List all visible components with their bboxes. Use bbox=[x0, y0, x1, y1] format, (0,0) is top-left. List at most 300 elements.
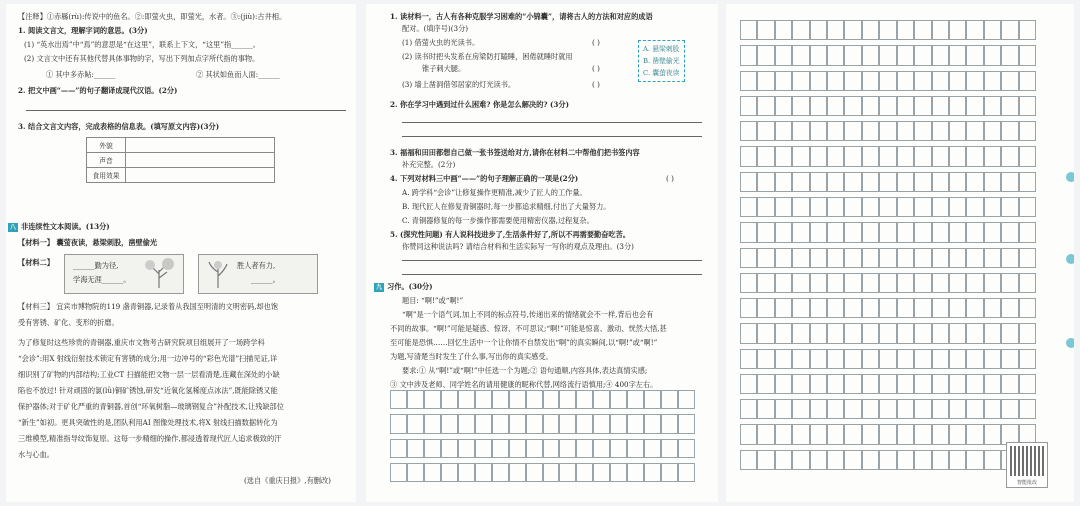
grid-cell[interactable] bbox=[827, 197, 844, 217]
grid-cell[interactable] bbox=[407, 463, 424, 482]
grid-cell[interactable] bbox=[792, 323, 809, 343]
grid-cell[interactable] bbox=[810, 172, 827, 192]
grid-cell[interactable] bbox=[543, 463, 560, 482]
grid-cell[interactable] bbox=[1019, 222, 1036, 242]
grid-cell[interactable] bbox=[740, 172, 757, 192]
grid-cell[interactable] bbox=[792, 349, 809, 369]
grid-cell[interactable] bbox=[897, 349, 914, 369]
grid-cell[interactable] bbox=[932, 71, 949, 91]
grid-cell[interactable] bbox=[949, 121, 966, 141]
grid-cell[interactable] bbox=[526, 414, 543, 433]
grid-cell[interactable] bbox=[1001, 96, 1018, 116]
grid-cell[interactable] bbox=[458, 463, 475, 482]
grid-cell[interactable] bbox=[932, 374, 949, 394]
grid-cell[interactable] bbox=[897, 172, 914, 192]
grid-cell[interactable] bbox=[740, 222, 757, 242]
grid-cell[interactable] bbox=[897, 450, 914, 470]
grid-cell[interactable] bbox=[1019, 323, 1036, 343]
grid-cell[interactable] bbox=[610, 414, 627, 433]
grid-cell[interactable] bbox=[827, 172, 844, 192]
grid-cell[interactable] bbox=[932, 273, 949, 293]
grid-cell[interactable] bbox=[792, 71, 809, 91]
grid-cell[interactable] bbox=[897, 399, 914, 419]
grid-cell[interactable] bbox=[1001, 222, 1018, 242]
grid-cell[interactable] bbox=[897, 20, 914, 40]
grid-cell[interactable] bbox=[441, 463, 458, 482]
grid-cell[interactable] bbox=[862, 450, 879, 470]
grid-cell[interactable] bbox=[475, 463, 492, 482]
grid-cell[interactable] bbox=[827, 96, 844, 116]
grid-cell[interactable] bbox=[792, 20, 809, 40]
grid-cell[interactable] bbox=[862, 399, 879, 419]
grid-cell[interactable] bbox=[966, 374, 983, 394]
grid-cell[interactable] bbox=[1001, 121, 1018, 141]
grid-cell[interactable] bbox=[844, 349, 861, 369]
grid-cell[interactable] bbox=[810, 222, 827, 242]
grid-cell[interactable] bbox=[879, 146, 896, 166]
grid-cell[interactable] bbox=[844, 450, 861, 470]
grid-cell[interactable] bbox=[810, 450, 827, 470]
grid-cell[interactable] bbox=[390, 414, 407, 433]
grid-cell[interactable] bbox=[1001, 146, 1018, 166]
grid-cell[interactable] bbox=[610, 390, 627, 409]
grid-cell[interactable] bbox=[966, 450, 983, 470]
grid-cell[interactable] bbox=[966, 222, 983, 242]
grid-cell[interactable] bbox=[424, 439, 441, 458]
grid-cell[interactable] bbox=[810, 96, 827, 116]
grid-cell[interactable] bbox=[492, 414, 509, 433]
grid-cell[interactable] bbox=[914, 197, 931, 217]
grid-cell[interactable] bbox=[932, 323, 949, 343]
grid-cell[interactable] bbox=[1019, 248, 1036, 268]
grid-cell[interactable] bbox=[740, 71, 757, 91]
grid-cell[interactable] bbox=[827, 349, 844, 369]
grid-cell[interactable] bbox=[844, 323, 861, 343]
grid-cell[interactable] bbox=[914, 298, 931, 318]
grid-cell[interactable] bbox=[757, 273, 774, 293]
grid-cell[interactable] bbox=[810, 298, 827, 318]
grid-cell[interactable] bbox=[862, 248, 879, 268]
grid-cell[interactable] bbox=[1001, 71, 1018, 91]
grid-cell[interactable] bbox=[757, 197, 774, 217]
grid-cell[interactable] bbox=[576, 463, 593, 482]
grid-cell[interactable] bbox=[966, 197, 983, 217]
grid-cell[interactable] bbox=[827, 424, 844, 444]
grid-cell[interactable] bbox=[914, 248, 931, 268]
grid-cell[interactable] bbox=[559, 439, 576, 458]
grid-cell[interactable] bbox=[757, 248, 774, 268]
grid-cell[interactable] bbox=[984, 45, 1001, 65]
grid-cell[interactable] bbox=[1019, 399, 1036, 419]
grid-cell[interactable] bbox=[932, 146, 949, 166]
grid-cell[interactable] bbox=[932, 399, 949, 419]
grid-cell[interactable] bbox=[740, 298, 757, 318]
grid-cell[interactable] bbox=[1001, 323, 1018, 343]
grid-cell[interactable] bbox=[879, 20, 896, 40]
grid-cell[interactable] bbox=[1019, 298, 1036, 318]
grid-cell[interactable] bbox=[1001, 374, 1018, 394]
grid-cell[interactable] bbox=[827, 273, 844, 293]
grid-cell[interactable] bbox=[1019, 273, 1036, 293]
grid-cell[interactable] bbox=[949, 374, 966, 394]
grid-cell[interactable] bbox=[966, 323, 983, 343]
grid-cell[interactable] bbox=[862, 121, 879, 141]
grid-cell[interactable] bbox=[792, 96, 809, 116]
grid-cell[interactable] bbox=[932, 172, 949, 192]
grid-cell[interactable] bbox=[810, 399, 827, 419]
grid-cell[interactable] bbox=[914, 222, 931, 242]
grid-cell[interactable] bbox=[627, 439, 644, 458]
answer-paren[interactable]: ( ) bbox=[592, 38, 600, 47]
grid-cell[interactable] bbox=[1019, 45, 1036, 65]
grid-cell[interactable] bbox=[775, 349, 792, 369]
grid-cell[interactable] bbox=[390, 463, 407, 482]
grid-cell[interactable] bbox=[792, 146, 809, 166]
grid-cell[interactable] bbox=[740, 248, 757, 268]
answer-paren[interactable]: ( ) bbox=[592, 64, 600, 73]
grid-cell[interactable] bbox=[757, 298, 774, 318]
grid-cell[interactable] bbox=[792, 298, 809, 318]
grid-cell[interactable] bbox=[458, 439, 475, 458]
grid-cell[interactable] bbox=[1019, 172, 1036, 192]
grid-cell[interactable] bbox=[1001, 248, 1018, 268]
grid-cell[interactable] bbox=[966, 248, 983, 268]
grid-cell[interactable] bbox=[775, 96, 792, 116]
grid-cell[interactable] bbox=[897, 273, 914, 293]
grid-cell[interactable] bbox=[526, 439, 543, 458]
grid-cell[interactable] bbox=[966, 424, 983, 444]
grid-cell[interactable] bbox=[984, 146, 1001, 166]
grid-cell[interactable] bbox=[475, 439, 492, 458]
grid-cell[interactable] bbox=[644, 439, 661, 458]
grid-cell[interactable] bbox=[827, 248, 844, 268]
grid-cell[interactable] bbox=[966, 146, 983, 166]
grid-cell[interactable] bbox=[862, 45, 879, 65]
grid-cell[interactable] bbox=[844, 248, 861, 268]
grid-cell[interactable] bbox=[862, 197, 879, 217]
grid-cell[interactable] bbox=[407, 414, 424, 433]
grid-cell[interactable] bbox=[810, 146, 827, 166]
grid-cell[interactable] bbox=[897, 197, 914, 217]
grid-cell[interactable] bbox=[543, 390, 560, 409]
grid-cell[interactable] bbox=[1019, 71, 1036, 91]
grid-cell[interactable] bbox=[984, 121, 1001, 141]
grid-cell[interactable] bbox=[966, 349, 983, 369]
grid-cell[interactable] bbox=[1019, 146, 1036, 166]
grid-cell[interactable] bbox=[966, 121, 983, 141]
qr-code[interactable] bbox=[1006, 442, 1048, 488]
grid-cell[interactable] bbox=[593, 414, 610, 433]
grid-cell[interactable] bbox=[844, 121, 861, 141]
grid-cell[interactable] bbox=[390, 439, 407, 458]
grid-cell[interactable] bbox=[914, 450, 931, 470]
grid-cell[interactable] bbox=[827, 71, 844, 91]
grid-cell[interactable] bbox=[792, 424, 809, 444]
table-cell-answer[interactable] bbox=[126, 168, 275, 183]
grid-cell[interactable] bbox=[792, 222, 809, 242]
grid-cell[interactable] bbox=[914, 273, 931, 293]
grid-cell[interactable] bbox=[1019, 96, 1036, 116]
grid-cell[interactable] bbox=[509, 390, 526, 409]
grid-cell[interactable] bbox=[949, 323, 966, 343]
grid-cell[interactable] bbox=[879, 96, 896, 116]
grid-cell[interactable] bbox=[879, 71, 896, 91]
grid-cell[interactable] bbox=[914, 146, 931, 166]
grid-cell[interactable] bbox=[984, 399, 1001, 419]
grid-cell[interactable] bbox=[879, 424, 896, 444]
grid-cell[interactable] bbox=[492, 463, 509, 482]
grid-cell[interactable] bbox=[441, 390, 458, 409]
grid-cell[interactable] bbox=[775, 424, 792, 444]
grid-cell[interactable] bbox=[627, 414, 644, 433]
grid-cell[interactable] bbox=[661, 463, 678, 482]
grid-cell[interactable] bbox=[984, 71, 1001, 91]
grid-cell[interactable] bbox=[862, 298, 879, 318]
grid-cell[interactable] bbox=[740, 20, 757, 40]
answer-paren[interactable]: ( ) bbox=[592, 80, 600, 89]
grid-cell[interactable] bbox=[879, 248, 896, 268]
grid-cell[interactable] bbox=[792, 374, 809, 394]
grid-cell[interactable] bbox=[966, 273, 983, 293]
grid-cell[interactable] bbox=[897, 323, 914, 343]
grid-cell[interactable] bbox=[775, 222, 792, 242]
grid-cell[interactable] bbox=[509, 414, 526, 433]
grid-cell[interactable] bbox=[593, 439, 610, 458]
grid-cell[interactable] bbox=[458, 414, 475, 433]
grid-cell[interactable] bbox=[897, 424, 914, 444]
grid-cell[interactable] bbox=[740, 424, 757, 444]
grid-cell[interactable] bbox=[879, 121, 896, 141]
grid-cell[interactable] bbox=[678, 463, 695, 482]
grid-cell[interactable] bbox=[627, 463, 644, 482]
grid-cell[interactable] bbox=[526, 463, 543, 482]
grid-cell[interactable] bbox=[862, 374, 879, 394]
grid-cell[interactable] bbox=[458, 390, 475, 409]
grid-cell[interactable] bbox=[792, 121, 809, 141]
grid-cell[interactable] bbox=[844, 96, 861, 116]
grid-cell[interactable] bbox=[559, 390, 576, 409]
grid-cell[interactable] bbox=[775, 374, 792, 394]
grid-cell[interactable] bbox=[897, 146, 914, 166]
grid-cell[interactable] bbox=[740, 323, 757, 343]
grid-cell[interactable] bbox=[879, 374, 896, 394]
grid-cell[interactable] bbox=[792, 172, 809, 192]
grid-cell[interactable] bbox=[966, 71, 983, 91]
grid-cell[interactable] bbox=[862, 71, 879, 91]
grid-cell[interactable] bbox=[914, 45, 931, 65]
grid-cell[interactable] bbox=[827, 45, 844, 65]
grid-cell[interactable] bbox=[757, 222, 774, 242]
grid-cell[interactable] bbox=[827, 450, 844, 470]
grid-cell[interactable] bbox=[984, 172, 1001, 192]
grid-cell[interactable] bbox=[862, 146, 879, 166]
grid-cell[interactable] bbox=[810, 323, 827, 343]
grid-cell[interactable] bbox=[792, 399, 809, 419]
grid-cell[interactable] bbox=[740, 96, 757, 116]
grid-cell[interactable] bbox=[775, 323, 792, 343]
grid-cell[interactable] bbox=[661, 390, 678, 409]
grid-cell[interactable] bbox=[897, 45, 914, 65]
grid-cell[interactable] bbox=[932, 298, 949, 318]
grid-cell[interactable] bbox=[879, 273, 896, 293]
grid-cell[interactable] bbox=[775, 71, 792, 91]
grid-cell[interactable] bbox=[441, 414, 458, 433]
grid-cell[interactable] bbox=[678, 414, 695, 433]
grid-cell[interactable] bbox=[757, 96, 774, 116]
grid-cell[interactable] bbox=[862, 96, 879, 116]
grid-cell[interactable] bbox=[775, 399, 792, 419]
grid-cell[interactable] bbox=[984, 248, 1001, 268]
grid-cell[interactable] bbox=[932, 197, 949, 217]
grid-cell[interactable] bbox=[862, 424, 879, 444]
grid-cell[interactable] bbox=[678, 439, 695, 458]
grid-cell[interactable] bbox=[897, 222, 914, 242]
grid-cell[interactable] bbox=[740, 399, 757, 419]
grid-cell[interactable] bbox=[897, 121, 914, 141]
grid-cell[interactable] bbox=[984, 197, 1001, 217]
grid-cell[interactable] bbox=[844, 424, 861, 444]
grid-cell[interactable] bbox=[897, 298, 914, 318]
grid-cell[interactable] bbox=[810, 45, 827, 65]
grid-cell[interactable] bbox=[984, 96, 1001, 116]
grid-cell[interactable] bbox=[897, 96, 914, 116]
grid-cell[interactable] bbox=[593, 463, 610, 482]
grid-cell[interactable] bbox=[914, 323, 931, 343]
grid-cell[interactable] bbox=[879, 222, 896, 242]
grid-cell[interactable] bbox=[879, 399, 896, 419]
grid-cell[interactable] bbox=[949, 45, 966, 65]
grid-cell[interactable] bbox=[810, 374, 827, 394]
grid-cell[interactable] bbox=[627, 390, 644, 409]
grid-cell[interactable] bbox=[757, 146, 774, 166]
grid-cell[interactable] bbox=[1019, 197, 1036, 217]
grid-cell[interactable] bbox=[862, 172, 879, 192]
grid-cell[interactable] bbox=[914, 424, 931, 444]
grid-cell[interactable] bbox=[844, 273, 861, 293]
grid-cell[interactable] bbox=[509, 439, 526, 458]
grid-cell[interactable] bbox=[810, 248, 827, 268]
table-cell-answer[interactable] bbox=[126, 153, 275, 168]
grid-cell[interactable] bbox=[1019, 121, 1036, 141]
grid-cell[interactable] bbox=[862, 273, 879, 293]
grid-cell[interactable] bbox=[984, 298, 1001, 318]
grid-cell[interactable] bbox=[576, 390, 593, 409]
grid-cell[interactable] bbox=[827, 222, 844, 242]
grid-cell[interactable] bbox=[932, 222, 949, 242]
grid-cell[interactable] bbox=[949, 71, 966, 91]
grid-cell[interactable] bbox=[610, 439, 627, 458]
grid-cell[interactable] bbox=[407, 439, 424, 458]
grid-cell[interactable] bbox=[757, 374, 774, 394]
grid-cell[interactable] bbox=[740, 273, 757, 293]
grid-cell[interactable] bbox=[740, 374, 757, 394]
grid-cell[interactable] bbox=[775, 248, 792, 268]
grid-cell[interactable] bbox=[862, 349, 879, 369]
grid-cell[interactable] bbox=[827, 121, 844, 141]
grid-cell[interactable] bbox=[914, 349, 931, 369]
grid-cell[interactable] bbox=[879, 349, 896, 369]
grid-cell[interactable] bbox=[757, 450, 774, 470]
grid-cell[interactable] bbox=[792, 45, 809, 65]
grid-cell[interactable] bbox=[827, 374, 844, 394]
grid-cell[interactable] bbox=[1019, 20, 1036, 40]
grid-cell[interactable] bbox=[984, 323, 1001, 343]
grid-cell[interactable] bbox=[844, 374, 861, 394]
grid-cell[interactable] bbox=[757, 349, 774, 369]
grid-cell[interactable] bbox=[792, 197, 809, 217]
grid-cell[interactable] bbox=[1001, 172, 1018, 192]
grid-cell[interactable] bbox=[827, 146, 844, 166]
grid-cell[interactable] bbox=[644, 414, 661, 433]
grid-cell[interactable] bbox=[424, 390, 441, 409]
grid-cell[interactable] bbox=[526, 390, 543, 409]
grid-cell[interactable] bbox=[475, 390, 492, 409]
grid-cell[interactable] bbox=[914, 96, 931, 116]
grid-cell[interactable] bbox=[441, 439, 458, 458]
grid-cell[interactable] bbox=[390, 390, 407, 409]
grid-cell[interactable] bbox=[966, 298, 983, 318]
grid-cell[interactable] bbox=[932, 349, 949, 369]
grid-cell[interactable] bbox=[844, 222, 861, 242]
grid-cell[interactable] bbox=[949, 197, 966, 217]
grid-cell[interactable] bbox=[492, 439, 509, 458]
grid-cell[interactable] bbox=[810, 71, 827, 91]
grid-cell[interactable] bbox=[1019, 349, 1036, 369]
grid-cell[interactable] bbox=[740, 197, 757, 217]
essay-writing-grid[interactable] bbox=[390, 390, 695, 482]
grid-cell[interactable] bbox=[827, 20, 844, 40]
grid-cell[interactable] bbox=[844, 197, 861, 217]
grid-cell[interactable] bbox=[644, 463, 661, 482]
table-cell-answer[interactable] bbox=[126, 138, 275, 153]
grid-cell[interactable] bbox=[810, 197, 827, 217]
grid-cell[interactable] bbox=[984, 222, 1001, 242]
grid-cell[interactable] bbox=[949, 146, 966, 166]
grid-cell[interactable] bbox=[576, 414, 593, 433]
grid-cell[interactable] bbox=[949, 298, 966, 318]
grid-cell[interactable] bbox=[844, 71, 861, 91]
grid-cell[interactable] bbox=[932, 121, 949, 141]
grid-cell[interactable] bbox=[559, 463, 576, 482]
grid-cell[interactable] bbox=[475, 414, 492, 433]
grid-cell[interactable] bbox=[424, 414, 441, 433]
grid-cell[interactable] bbox=[1001, 197, 1018, 217]
grid-cell[interactable] bbox=[966, 399, 983, 419]
answer-paren[interactable]: ( ) bbox=[666, 174, 674, 183]
grid-cell[interactable] bbox=[740, 349, 757, 369]
grid-cell[interactable] bbox=[1001, 45, 1018, 65]
grid-cell[interactable] bbox=[740, 450, 757, 470]
grid-cell[interactable] bbox=[775, 45, 792, 65]
grid-cell[interactable] bbox=[775, 20, 792, 40]
grid-cell[interactable] bbox=[827, 323, 844, 343]
grid-cell[interactable] bbox=[897, 374, 914, 394]
grid-cell[interactable] bbox=[757, 424, 774, 444]
grid-cell[interactable] bbox=[775, 172, 792, 192]
grid-cell[interactable] bbox=[966, 45, 983, 65]
grid-cell[interactable] bbox=[879, 450, 896, 470]
grid-cell[interactable] bbox=[914, 121, 931, 141]
grid-cell[interactable] bbox=[879, 323, 896, 343]
grid-cell[interactable] bbox=[775, 121, 792, 141]
grid-cell[interactable] bbox=[914, 71, 931, 91]
grid-cell[interactable] bbox=[1001, 399, 1018, 419]
grid-cell[interactable] bbox=[775, 273, 792, 293]
grid-cell[interactable] bbox=[810, 121, 827, 141]
essay-writing-grid[interactable] bbox=[740, 20, 1036, 470]
grid-cell[interactable] bbox=[862, 222, 879, 242]
grid-cell[interactable] bbox=[757, 71, 774, 91]
